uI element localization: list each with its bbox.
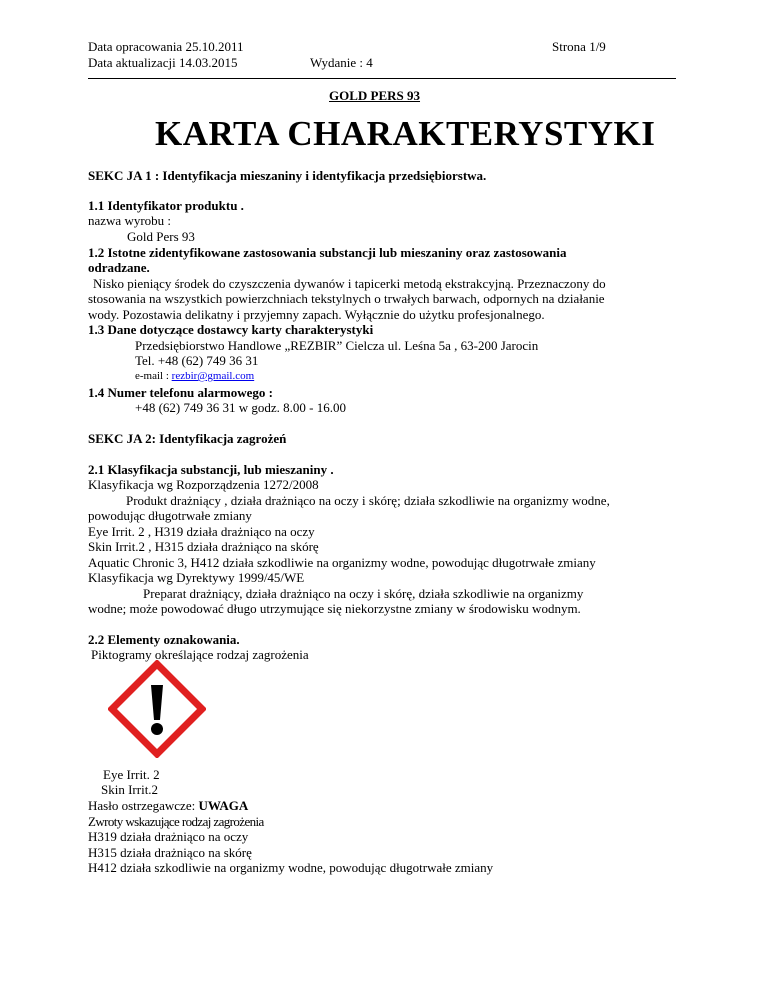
supplier-phone: Tel. +48 (62) 749 36 31 [135, 353, 259, 368]
subsection-1-1: 1.1 Identyfikator produktu . [88, 198, 244, 213]
edition: Wydanie : 4 [310, 55, 373, 70]
section-1-heading: SEKC JA 1 : Identyfikacja mieszaniny i identyfikacja przedsiębiorstwa. [88, 168, 487, 183]
classification-directive: Klasyfikacja wg Dyrektywy 1999/45/WE [88, 570, 305, 585]
subsection-1-2-cont: odradzane. [88, 260, 150, 275]
signal-word-label: Hasło ostrzegawcze: [88, 798, 199, 813]
subsection-2-2: 2.2 Elementy oznakowania. [88, 632, 240, 647]
hazard-statement: H412 działa szkodliwie na organizmy wodne, powodując długotrwałe zmiany [88, 860, 494, 875]
email-link[interactable]: rezbir@gmail.com [171, 370, 255, 382]
hazard-class-aquatic: Aquatic Chronic 3, H412 działa szkodliwie na organizmy wodne, powodując długotrwałe zmiany [88, 555, 596, 570]
product-name: GOLD PERS 93 [329, 88, 421, 103]
document-title: KARTA CHARAKTERYSTYKI [155, 114, 656, 153]
product-name-value: Gold Pers 93 [127, 229, 195, 244]
description-line: wody. Pozostawia delikatny i przyjemny zapach. Wyłącznie do użytku profesjonalnego. [88, 307, 545, 322]
header-divider [88, 78, 676, 79]
date-updated: Data aktualizacji 14.03.2015 [88, 55, 238, 70]
hazard-statements-heading: Zwroty wskazujące rodzaj zagrożenia [88, 814, 264, 829]
pictograms-label: Piktogramy określające rodzaj zagrożenia [91, 647, 309, 662]
hazard-statement: H315 działa drażniąco na skórę [88, 845, 252, 860]
subsection-1-3: 1.3 Dane dotyczące dostawcy karty charakterystyki [88, 322, 374, 337]
emergency-phone: +48 (62) 749 36 31 w godz. 8.00 - 16.00 [135, 400, 346, 415]
email-label: e-mail : [135, 370, 172, 382]
page-number: Strona 1/9 [552, 39, 606, 54]
date-created: Data opracowania 25.10.2011 [88, 39, 244, 54]
classification-description: powodując długotrwałe zmiany [88, 508, 252, 523]
directive-description: Preparat drażniący, działa drażniąco na oczy i skórę, działa szkodliwie na organizmy [143, 586, 584, 601]
supplier-email [135, 370, 254, 382]
exclamation-mark-diamond-icon [108, 660, 206, 758]
pictogram-caption: Eye Irrit. 2 [103, 767, 160, 782]
section-2-heading: SEKC JA 2: Identyfikacja zagrożeń [88, 431, 287, 446]
signal-word-line [88, 798, 248, 813]
hazard-statement: H319 działa drażniąco na oczy [88, 829, 249, 844]
description-line: stosowania na wszystkich powierzchniach tekstylnych o trwałych barwach, odpornych na działanie [88, 291, 605, 306]
supplier-info: Przedsiębiorstwo Handlowe „REZBIR” Cielcza ul. Leśna 5a , 63-200 Jarocin [135, 338, 539, 353]
hazard-class-skin: Skin Irrit.2 , H315 działa drażniąco na skórę [88, 539, 319, 554]
subsection-2-1: 2.1 Klasyfikacja substancji, lub mieszaniny . [88, 462, 334, 477]
pictogram-caption: Skin Irrit.2 [101, 782, 159, 797]
product-name-label: nazwa wyrobu : [88, 213, 172, 228]
classification-regulation: Klasyfikacja wg Rozporządzenia 1272/2008 [88, 477, 319, 492]
description-line: Nisko pieniący środek do czyszczenia dywanów i tapicerki metodą ekstrakcyjną. Przeznaczony do [93, 276, 606, 291]
classification-description: Produkt drażniący , działa drażniąco na oczy i skórę; działa szkodliwie na organizmy wodne, [126, 493, 610, 508]
signal-word: UWAGA [198, 798, 249, 813]
directive-description: wodne; może powodować długo utrzymujące się niekorzystne zmiany w środowisku wodnym. [88, 601, 581, 616]
subsection-1-2: 1.2 Istotne zidentyfikowane zastosowania substancji lub mieszaniny oraz zastosowania [88, 245, 567, 260]
subsection-1-4: 1.4 Numer telefonu alarmowego : [88, 385, 273, 400]
hazard-class-eye: Eye Irrit. 2 , H319 działa drażniąco na oczy [88, 524, 315, 539]
